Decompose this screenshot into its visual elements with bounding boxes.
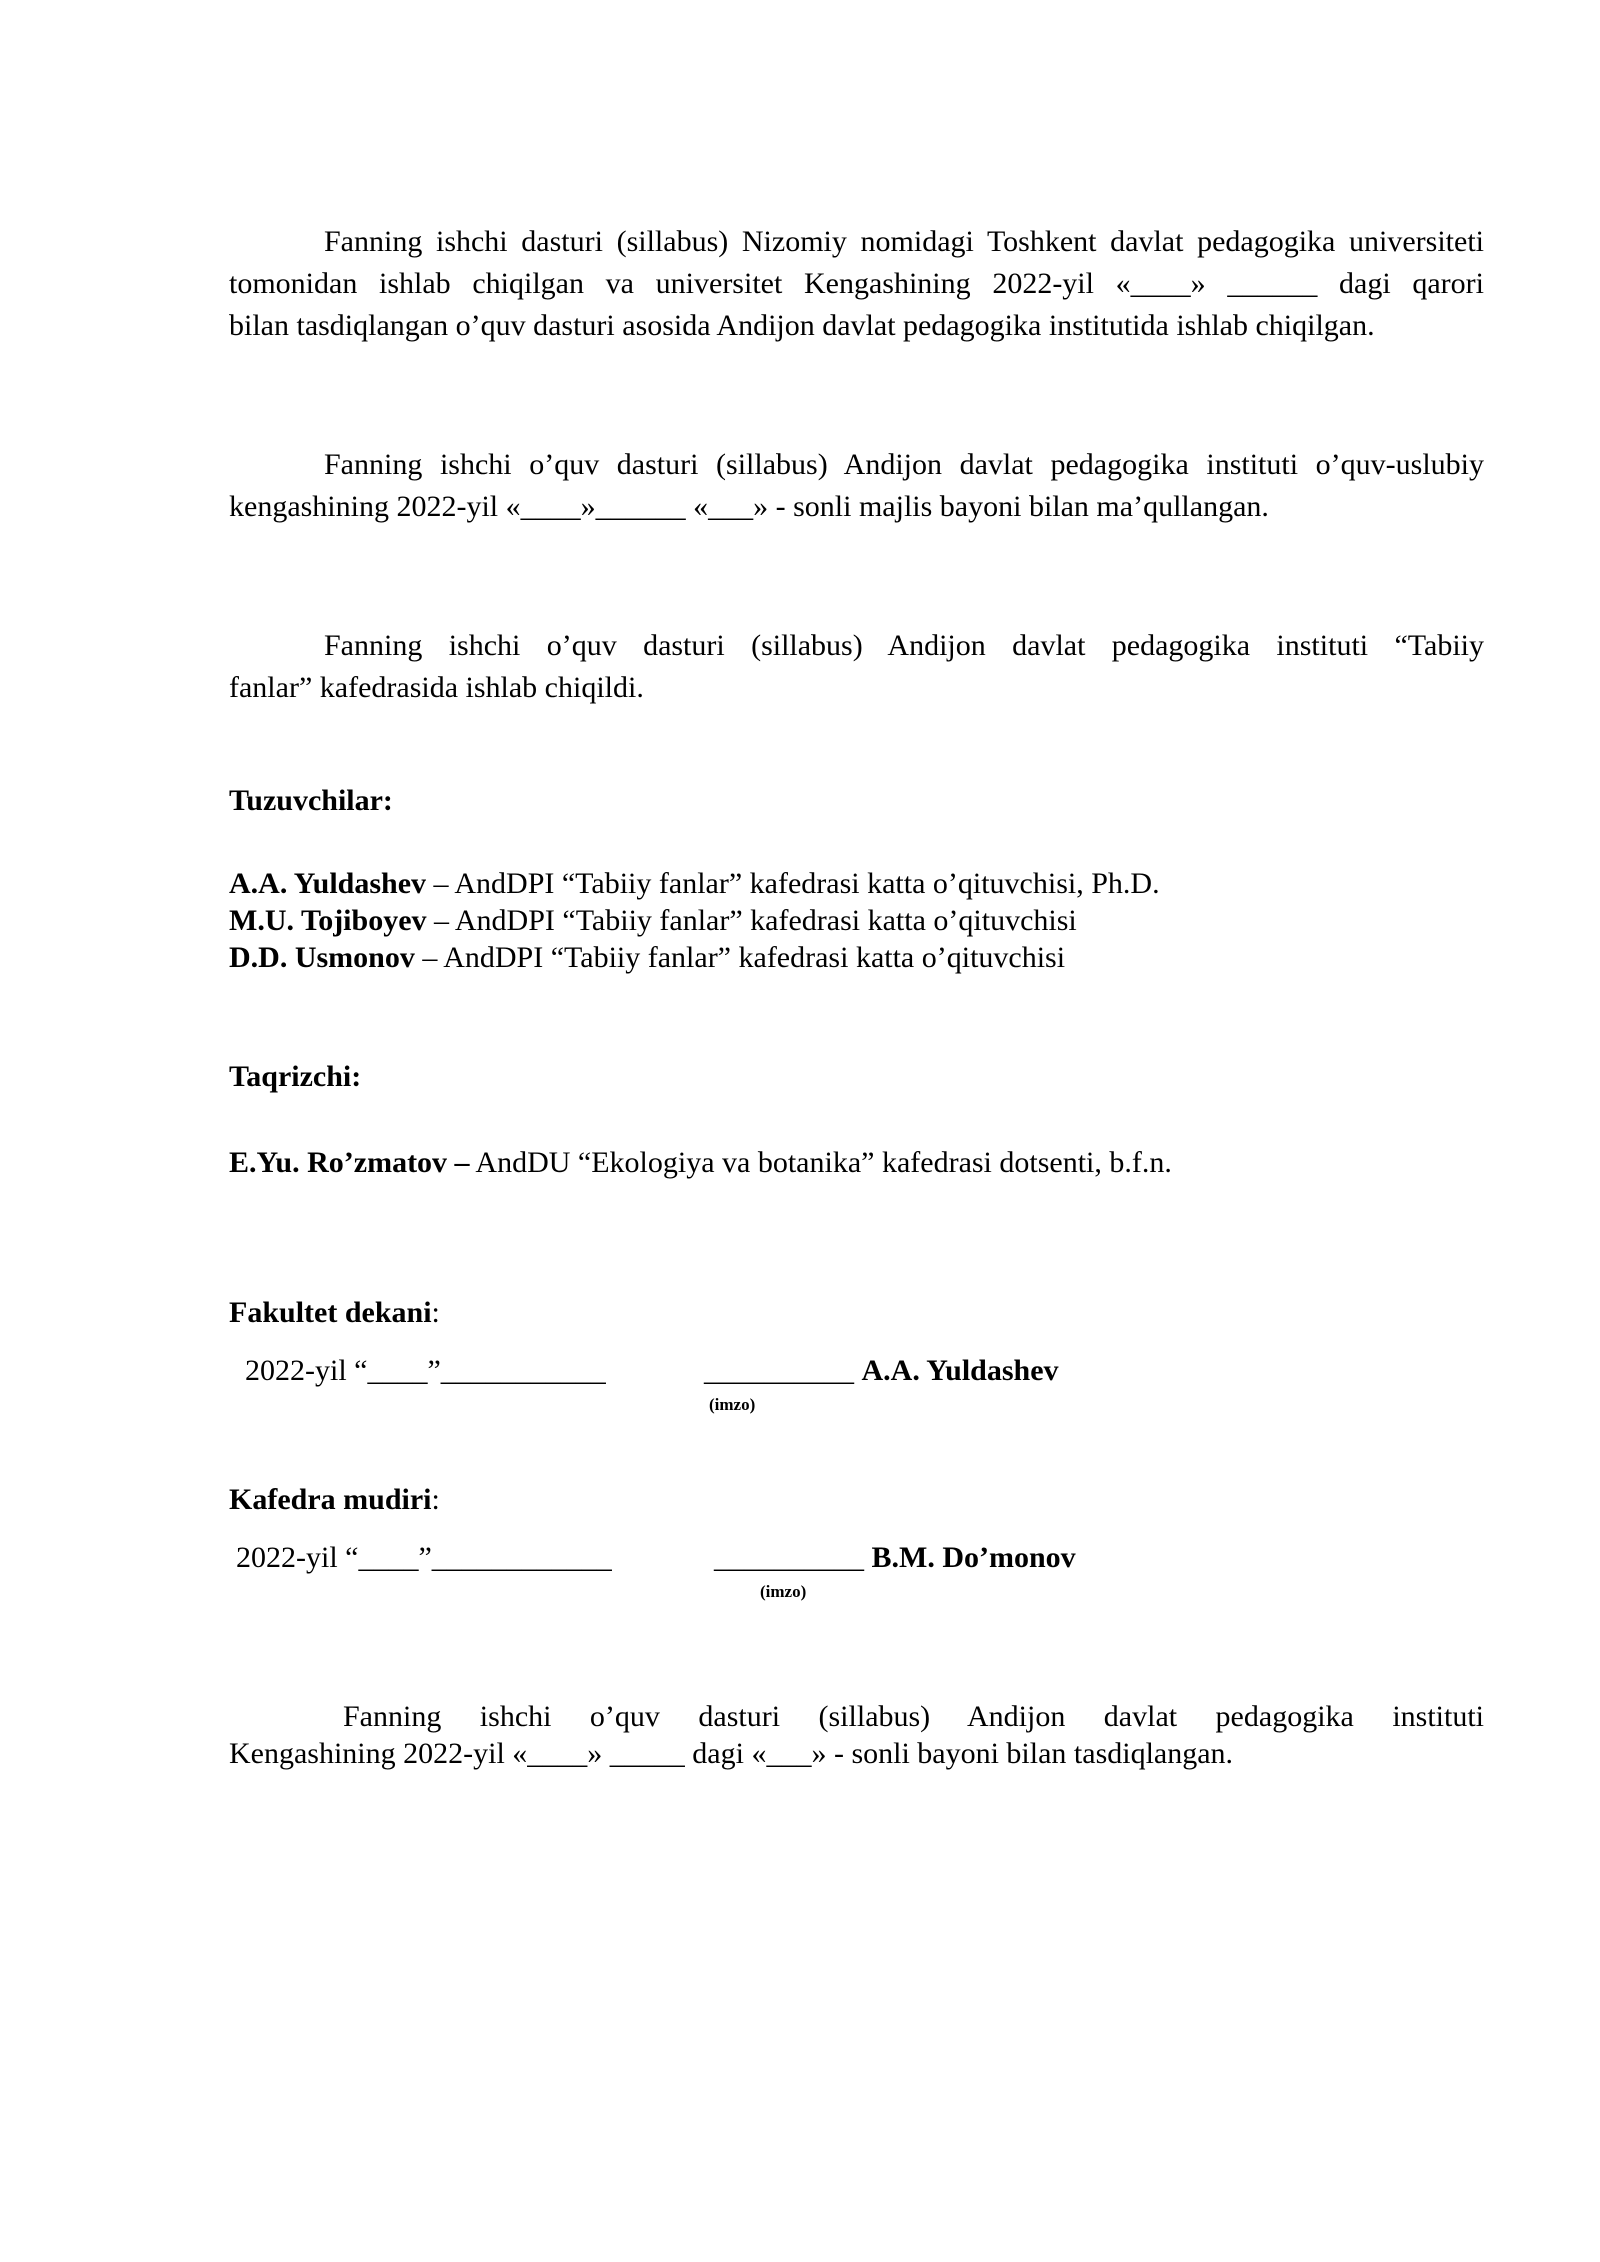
paragraph-line: kengashining 2022-yil «____»______ «___» - sonli majlis bayoni bilan ma’qullangan.	[229, 490, 1269, 523]
author-line	[229, 939, 1484, 976]
author-line	[229, 865, 1484, 902]
paragraph-line: Fanning ishchi o’quv dasturi (sillabus) Andijon davlat pedagogika instituti “Tabiiy	[324, 629, 1484, 662]
dean-heading	[229, 1292, 1484, 1334]
paragraph-line: tomonidan ishlab chiqilgan va universitet Kengashining 2022-yil «____» ______ dagi qarori	[229, 267, 1484, 300]
paragraph-line: bilan tasdiqlangan o’quv dasturi asosida Andijon davlat pedagogika institutida ishlab chiqilgan.	[229, 309, 1375, 342]
paragraph-line: Fanning ishchi o’quv dasturi (sillabus) Andijon davlat pedagogika instituti	[343, 1700, 1484, 1733]
dean-name: A.A. Yuldashev	[861, 1354, 1059, 1387]
reviewer-heading	[229, 1056, 1484, 1098]
paragraph-line: Fanning ishchi dasturi (sillabus) Nizomiy nomidagi Toshkent davlat pedagogika universiteti	[324, 225, 1484, 258]
department-paragraph	[229, 625, 1484, 709]
signature-blank: __________	[714, 1541, 864, 1574]
paragraph-line: Kengashining 2022-yil «____» _____ dagi «___» - sonli bayoni bilan tasdiqlangan.	[229, 1737, 1234, 1770]
author-line	[229, 902, 1484, 939]
author-description: – AndDPI “Tabiiy fanlar” kafedrasi katta o’qituvchisi	[426, 904, 1077, 937]
head-name: B.M. Do’monov	[871, 1541, 1076, 1574]
authors-heading	[229, 780, 1484, 822]
head-heading	[229, 1479, 1484, 1521]
signature-blank: __________	[704, 1354, 854, 1387]
head-heading-colon: :	[431, 1483, 440, 1516]
reviewer-description: AndDU “Ekologiya va botanika” kafedrasi dotsenti, b.f.n.	[469, 1146, 1172, 1179]
dean-heading-colon: :	[431, 1296, 440, 1329]
author-name: M.U. Tojiboyev	[229, 904, 427, 937]
head-heading-text: Kafedra mudiri	[229, 1483, 432, 1516]
author-description: – AndDPI “Tabiiy fanlar” kafedrasi katta o’qituvchisi	[414, 941, 1066, 974]
reviewer-entry	[229, 1142, 1484, 1184]
authors-list	[229, 865, 1484, 976]
dean-imzo-label: (imzo)	[709, 1395, 756, 1414]
paragraph-line: Fanning ishchi o’quv dasturi (sillabus) Andijon davlat pedagogika instituti o’quv-uslubiy	[324, 448, 1484, 481]
reviewer-line	[229, 1142, 1484, 1184]
author-description: – AndDPI “Tabiiy fanlar” kafedrasi katta o’qituvchisi, Ph.D.	[426, 867, 1160, 900]
approval-paragraph-council	[229, 444, 1484, 528]
head-date: 2022-yil “____”____________	[236, 1541, 612, 1574]
approval-paragraph-university	[229, 221, 1484, 347]
paragraph-line: fanlar” kafedrasida ishlab chiqildi.	[229, 671, 644, 704]
author-name: D.D. Usmonov	[229, 941, 415, 974]
author-name: A.A. Yuldashev	[229, 867, 427, 900]
head-signature-line	[714, 1537, 1076, 1579]
dean-date: 2022-yil “____”___________	[245, 1354, 606, 1387]
reviewer-heading-text: Taqrizchi:	[229, 1060, 362, 1093]
reviewer-name: E.Yu. Ro’zmatov –	[229, 1146, 470, 1179]
head-imzo-label: (imzo)	[760, 1582, 807, 1601]
institute-council-paragraph	[229, 1698, 1484, 1772]
dean-heading-text: Fakultet dekani	[229, 1296, 432, 1329]
dean-signature-line	[704, 1350, 1059, 1392]
authors-heading-text: Tuzuvchilar:	[229, 784, 393, 817]
